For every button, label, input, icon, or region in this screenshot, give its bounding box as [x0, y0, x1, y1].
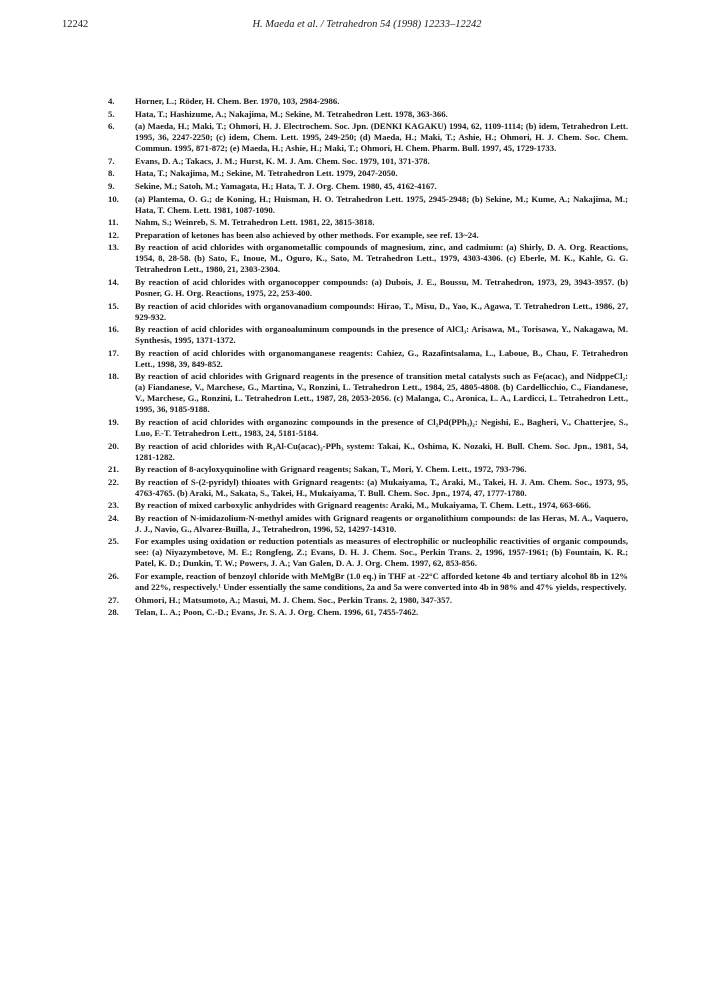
- running-title: H. Maeda et al. / Tetrahedron 54 (1998) 12233–12242: [252, 19, 482, 30]
- reference-text: For example, reaction of benzoyl chloride with MeMgBr (1.0 eq.) in THF at -22°C afforded ketone 4b and tertiary alcohol 8b in 12% and 22%, respectively.¹ Under essentially the same conditions, 2a and 5a were converted into 4b in 98% and 47% yields, respectively.: [135, 571, 628, 593]
- reference-text: By reaction of acid chlorides with organoaluminum compounds in the presence of AlCl₃: Arisawa, M., Torisawa, Y., Nakagawa, M. Synthesis, 1995, 1371-1372.: [135, 324, 628, 346]
- reference-item: [108, 230, 628, 241]
- reference-item: [108, 324, 628, 346]
- reference-number: 9.: [108, 180, 115, 191]
- reference-text: By reaction of S-(2-pyridyl) thioates with Grignard reagents: (a) Mukaiyama, T., Araki, M., Takei, H. J. Am. Chem. Soc., 1973, 95, 4763-4765. (b) Araki, M., Sakata, S., Takei, H., Mukaiyama, T. Bull. Chem. Soc. Jpn., 1974, 47, 1777-1780.: [135, 476, 628, 498]
- reference-item: [108, 277, 628, 299]
- reference-number: 13.: [108, 242, 119, 253]
- reference-text: Hata, T.; Nakajima, M.; Sekine, M. Tetrahedron Lett. 1979, 2047-2050.: [135, 168, 398, 179]
- reference-number: 19.: [108, 416, 119, 427]
- reference-item: [108, 477, 628, 499]
- reference-item: [108, 217, 628, 228]
- reference-number: 6.: [108, 121, 115, 132]
- reference-text: By reaction of acid chlorides with R₃Al-Cu(acac)₂-PPh₃ system: Takai, K., Oshima, K. Nozaki, H. Bull. Chem. Soc. Jpn., 1981, 54, 1281-1282.: [135, 440, 628, 462]
- reference-text: By reaction of acid chlorides with organovanadium compounds: Hirao, T., Misu, D., Yao, K., Agawa, T. Tetrahedron Lett., 1986, 27, 929-932.: [135, 300, 628, 322]
- reference-item: [108, 371, 628, 415]
- reference-text: By reaction of 8-acyloxyquinoline with Grignard reagents; Sakan, T., Mori, Y. Chem. Lett., 1972, 793-796.: [135, 464, 527, 475]
- reference-text: Evans, D. A.; Takacs, J. M.; Hurst, K. M. J. Am. Chem. Soc. 1979, 101, 371-378.: [135, 155, 430, 166]
- reference-text: By reaction of mixed carboxylic anhydrides with Grignard reagents: Araki, M., Mukaiyama, T. Chem. Lett., 1974, 663-666.: [135, 500, 591, 511]
- reference-text: By reaction of acid chlorides with organometallic compounds of magnesium, zinc, and cadmium: (a) Shirly, D. A. Org. Reactions, 1954, 8, 28-58. (b) Sato, F., Inoue, M., Oguro, K., Sato, M. Tetrahedron Lett., 1979, 4303-4306. (c) Eberle, M. K., Kahle, G. G. Tetrahedron Lett., 1980, 21, 2303-2304.: [135, 242, 628, 275]
- reference-number: 20.: [108, 440, 119, 451]
- reference-text: Hata, T.; Hashizume, A.; Nakajima, M.; Sekine, M. Tetrahedron Lett. 1978, 363-366.: [135, 108, 448, 119]
- reference-item: [108, 96, 628, 107]
- reference-number: 8.: [108, 168, 115, 179]
- reference-text: Nahm, S.; Weinreb, S. M. Tetrahedron Lett. 1981, 22, 3815-3818.: [135, 217, 375, 228]
- reference-text: Horner, L.; Röder, H. Chem. Ber. 1970, 103, 2984-2986.: [135, 96, 340, 106]
- reference-item: [108, 500, 628, 511]
- reference-number: 11.: [108, 217, 119, 228]
- reference-item: [108, 121, 628, 154]
- reference-item: [108, 607, 628, 618]
- reference-text: (a) Plantema, O. G.; de Koning, H.; Huisman, H. O. Tetrahedron Lett. 1975, 2945-2948; (b) Sekine, M.; Kume, A.; Nakajima, M.; Hata, T. Chem. Lett. 1981, 1087-1090.: [135, 193, 628, 215]
- reference-number: 14.: [108, 276, 119, 287]
- reference-text: By reaction of acid chlorides with organozinc compounds in the presence of Cl₂Pd(PPh₃)₂: Negishi, E., Bagheri, V., Chatterjee, S., Luo, F.-T. Tetrahedron Lett., 1983, 24, 5181-5184.: [135, 416, 628, 438]
- reference-item: [108, 441, 628, 463]
- reference-number: 24.: [108, 512, 119, 523]
- reference-number: 26.: [108, 571, 119, 582]
- reference-item: [108, 301, 628, 323]
- reference-item: [108, 571, 628, 593]
- reference-number: 4.: [108, 96, 115, 106]
- reference-text: Preparation of ketones has been also achieved by other methods. For example, see ref. 13~24.: [135, 229, 479, 240]
- reference-list: [108, 96, 628, 620]
- reference-item: [108, 109, 628, 120]
- reference-number: 16.: [108, 324, 119, 335]
- reference-item: [108, 595, 628, 606]
- reference-item: [108, 168, 628, 179]
- page-number: 12242: [62, 19, 89, 30]
- reference-number: 5.: [108, 108, 115, 119]
- reference-text: (a) Maeda, H.; Maki, T.; Ohmori, H. J. Electrochem. Soc. Jpn. (DENKI KAGAKU) 1994, 62, 1109-1114; (b) idem, Tetrahedron Lett. 1995, 36, 2247-2250; (c) idem, Chem. Lett. 1995, 249-250; (d) Maeda, H.; Maki, T.; Ashie, H.; Ohmori, H. J. Chem. Soc. Chem. Commun. 1995, 871-872; (e) Maeda, H.; Ashie, H.; Maki, T.; Ohmori, H. Chem. Pharm. Bull. 1997, 45, 1729-1733.: [135, 121, 628, 154]
- reference-number: 22.: [108, 476, 119, 487]
- reference-text: Telan, L. A.; Poon, C.-D.; Evans, Jr. S. A. J. Org. Chem. 1996, 61, 7455-7462.: [135, 607, 419, 618]
- reference-number: 18.: [108, 371, 119, 382]
- reference-item: [108, 513, 628, 535]
- reference-number: 28.: [108, 607, 119, 618]
- reference-number: 10.: [108, 193, 119, 204]
- reference-item: [108, 242, 628, 275]
- reference-text: By reaction of acid chlorides with organocopper compounds: (a) Dubois, J. E., Boussu, M. Tetrahedron, 1973, 29, 3943-3957. (b) Posner, G. H. Org. Reactions, 1975, 22, 253-400.: [135, 276, 628, 298]
- reference-item: [108, 348, 628, 370]
- reference-item: [108, 194, 628, 216]
- reference-number: 17.: [108, 347, 119, 358]
- reference-number: 15.: [108, 300, 119, 311]
- reference-item: [108, 417, 628, 439]
- reference-number: 12.: [108, 229, 119, 240]
- reference-text: For examples using oxidation or reduction potentials as measures of electrophilic or nucleophilic reactivities of organic compounds, see: (a) Niyazymbetove, M. E.; Rongfeng, Z.; Evans, D. H. J. Chem. Soc., Perkin Trans. 2, 1996, 1957-1961; (b) Fountain, K. R.; Patel, K. D.; Dunkin, T. W.; Powers, J. A.; Van Galen, D. A. J. Org. Chem. 1997, 62, 853-856.: [135, 536, 628, 569]
- reference-text: By reaction of acid chlorides with organomanganese reagents: Cahiez, G., Razafintsalama, L., Laboue, B., Chau, F. Tetrahedron Lett., 1998, 39, 849-852.: [135, 347, 628, 369]
- reference-item: [108, 156, 628, 167]
- reference-item: [108, 536, 628, 569]
- reference-number: 7.: [108, 155, 115, 166]
- reference-number: 27.: [108, 594, 119, 605]
- reference-number: 21.: [108, 464, 119, 475]
- reference-text: By reaction of acid chlorides with Grignard reagents in the presence of transition metal catalysts such as Fe(acac)₃ and NidppeCl₂: (a) Fiandanese, V., Marchese, G., Martina, V., Ronzini, L. Tetrahedron Lett., 1984, 25, 4805-4808. (b) Cardellicchio, C., Fiandanese, V., Marchese, G., Ronzini, L. Tetrahedron Lett., 1987, 28, 2053-2056. (c) Malanga, C., Aronica, L. A., Lardicci, L. Tetrahedron Lett., 1995, 36, 9185-9188.: [135, 371, 628, 415]
- reference-number: 23.: [108, 500, 119, 511]
- reference-number: 25.: [108, 536, 119, 547]
- reference-item: [108, 181, 628, 192]
- reference-item: [108, 464, 628, 475]
- reference-text: Sekine, M.; Satoh, M.; Yamagata, H.; Hata, T. J. Org. Chem. 1980, 45, 4162-4167.: [135, 180, 437, 191]
- reference-text: Ohmori, H.; Matsumoto, A.; Masui, M. J. Chem. Soc., Perkin Trans. 2, 1980, 347-357.: [135, 594, 452, 605]
- page-header: [62, 19, 672, 35]
- reference-text: By reaction of N-imidazolium-N-methyl amides with Grignard reagents or organolithium compounds: de las Heras, M. A., Vaquero, J. J., Navio, G., Alvarez-Builla, J., Tetrahedron, 1996, 52, 14297-14310.: [135, 512, 628, 534]
